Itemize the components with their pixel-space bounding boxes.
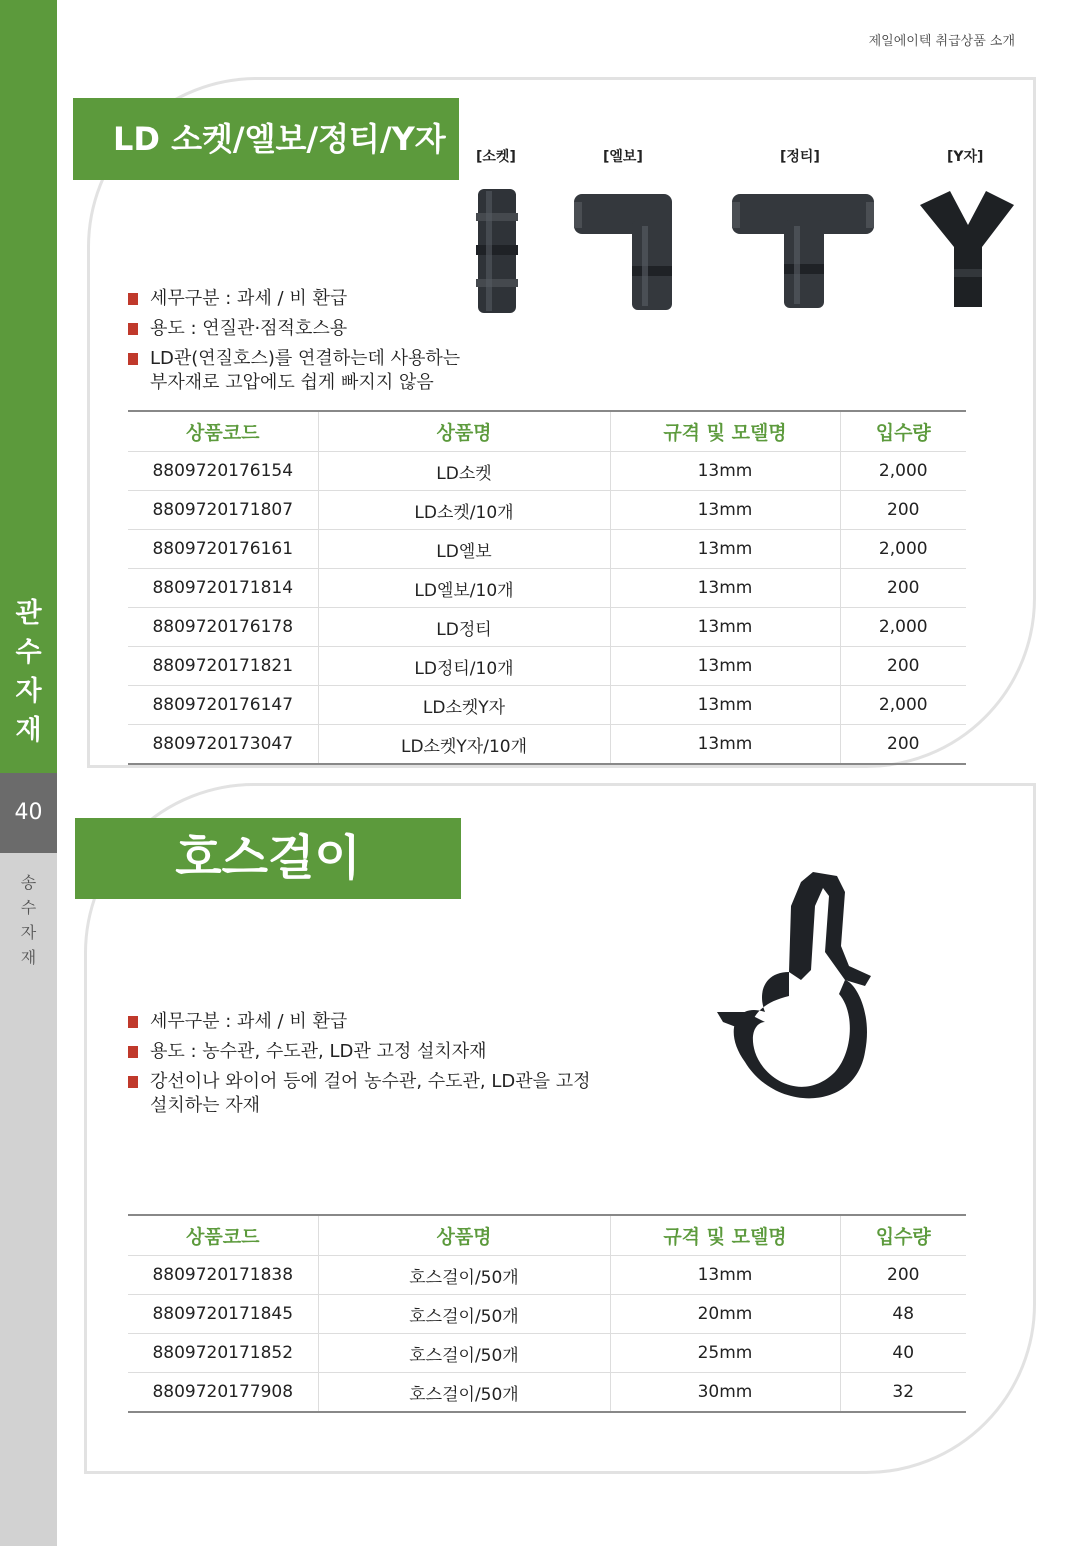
product-label-elbow: [엘보]: [603, 149, 643, 165]
bullet-usage: 용도 : 농수관, 수도관, LD관 고정 설치자재: [128, 1040, 591, 1064]
col-header-spec: 규격 및 모델명: [610, 411, 840, 452]
sidebar-category-label: 관 수 자 재: [15, 598, 42, 746]
product-label-tee: [정티]: [780, 149, 820, 165]
col-header-name: 상품명: [318, 1215, 610, 1256]
page-number: 40: [0, 773, 57, 853]
bullet-description: 강선이나 와이어 등에 걸어 농수관, 수도관, LD관을 고정 설치하는 자재: [128, 1070, 591, 1118]
table-header-row: [128, 411, 966, 452]
page-header: 제일에이텍 취급상품 소개: [868, 34, 1015, 49]
tee-image: [728, 190, 878, 312]
product-table-ld: [128, 410, 966, 765]
table-row: 8809720171821 LD정티/10개 13mm 200: [128, 647, 966, 686]
section1-bullets: [128, 287, 460, 401]
section-title-hose-hanger: 호스걸이: [75, 818, 461, 899]
col-header-code: 상품코드: [128, 411, 318, 452]
section-title-ld: LD 소켓/엘보/정티/Y자: [73, 98, 459, 180]
table-row: 8809720171838 호스걸이/50개 13mm 200: [128, 1256, 966, 1295]
product-label-socket: [소켓]: [476, 149, 516, 165]
table-row: 8809720171852 호스걸이/50개 25mm 40: [128, 1334, 966, 1373]
table-row: 8809720177908 호스걸이/50개 30mm 32: [128, 1373, 966, 1413]
bullet-tax: 세무구분 : 과세 / 비 환급: [128, 287, 460, 311]
col-header-name: 상품명: [318, 411, 610, 452]
elbow-image: [570, 190, 678, 314]
section2-bullets: [128, 1010, 591, 1124]
bullet-tax: 세무구분 : 과세 / 비 환급: [128, 1010, 591, 1034]
product-table-hose-hanger: [128, 1214, 966, 1413]
sidebar-subcategory-label: 송 수 자 재: [20, 873, 37, 967]
col-header-qty: 입수량: [840, 1215, 966, 1256]
table-row: 8809720176147 LD소켓Y자 13mm 2,000: [128, 686, 966, 725]
table-row: 8809720176178 LD정티 13mm 2,000: [128, 608, 966, 647]
col-header-spec: 규격 및 모델명: [610, 1215, 840, 1256]
socket-image: [470, 185, 524, 317]
table-row: 8809720176154 LD소켓 13mm 2,000: [128, 452, 966, 491]
hose-hanger-image: [705, 862, 885, 1140]
col-header-qty: 입수량: [840, 411, 966, 452]
table-header-row: [128, 1215, 966, 1256]
y-connector-image: [910, 185, 1022, 311]
product-label-y: [Y자]: [947, 149, 984, 165]
bullet-usage: 용도 : 연질관·점적호스용: [128, 317, 460, 341]
table-row: 8809720171807 LD소켓/10개 13mm 200: [128, 491, 966, 530]
table-row: 8809720171814 LD엘보/10개 13mm 200: [128, 569, 966, 608]
table-row: 8809720176161 LD엘보 13mm 2,000: [128, 530, 966, 569]
table-row: 8809720173047 LD소켓Y자/10개 13mm 200: [128, 725, 966, 765]
bullet-description: LD관(연질호스)를 연결하는데 사용하는 부자재로 고압에도 쉽게 빠지지 않음: [128, 347, 460, 395]
col-header-code: 상품코드: [128, 1215, 318, 1256]
table-row: 8809720171845 호스걸이/50개 20mm 48: [128, 1295, 966, 1334]
